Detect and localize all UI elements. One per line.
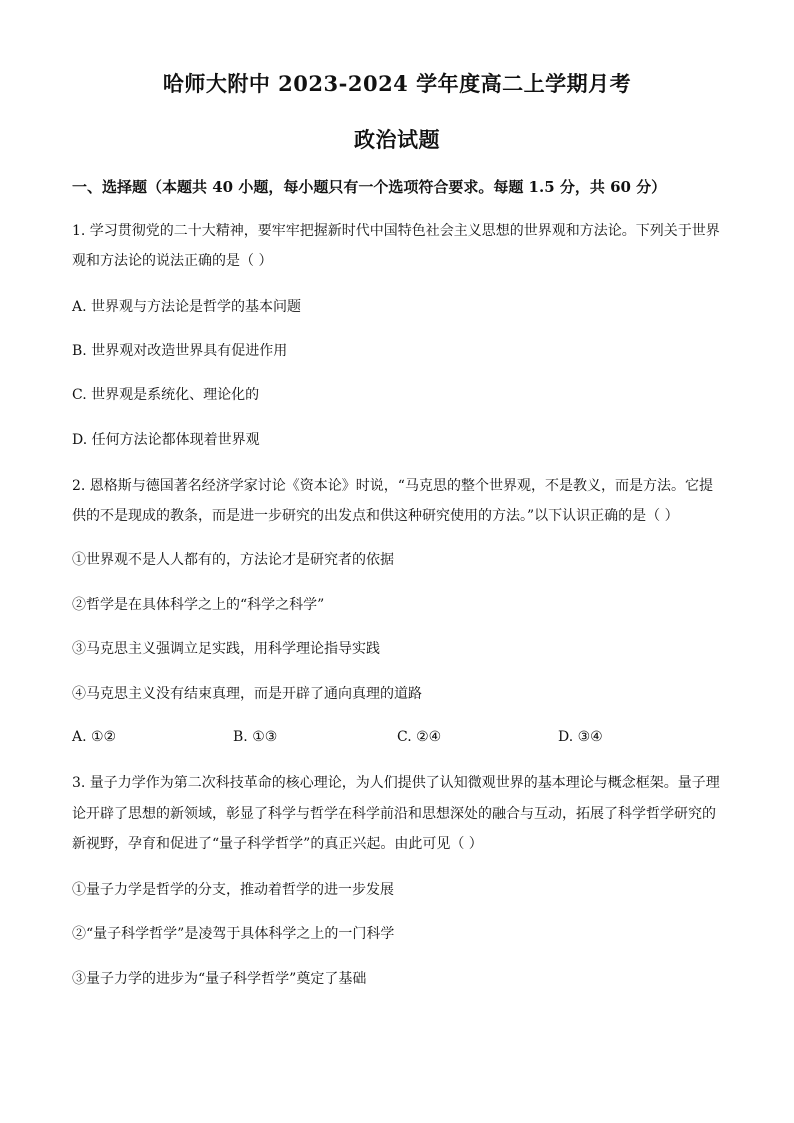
q1-stem-line-1: 1. 学习贯彻党的二十大精神，要牢牢把握新时代中国特色社会主义思想的世界观和方法论。下列关于世界 [72,223,720,239]
q2-statement-3: ③马克思主义强调立足实践，用科学理论指导实践 [72,641,380,657]
q2-stem-line-1: 2. 恩格斯与德国著名经济学家讨论《资本论》时说，“马克思的整个世界观，不是教义，而是方法。它提 [72,478,713,494]
section-heading: 一、选择题（本题共 40 小题，每小题只有一个选项符合要求。每题 1.5 分，共 60 分） [72,178,667,196]
q2-statement-2: ②哲学是在具体科学之上的“科学之科学” [72,597,325,613]
q2-statement-4: ④马克思主义没有结束真理，而是开辟了通向真理的道路 [72,686,422,702]
q2-option-b: B. ①③ [233,729,278,745]
q1-option-d: D. 任何方法论都体现着世界观 [72,432,260,448]
q1-option-c: C. 世界观是系统化、理论化的 [72,387,260,403]
q3-statement-1: ①量子力学是哲学的分支，推动着哲学的进一步发展 [72,882,394,898]
exam-title: 哈师大附中 2023-2024 学年度高二上学期月考 [162,71,632,96]
q3-stem-line-2: 论开辟了思想的新领域，彰显了科学与哲学在科学前沿和思想深处的融合与互动，拓展了科学哲学研究的 [72,806,716,822]
exam-subject: 政治试题 [354,127,440,152]
q2-statement-1: ①世界观不是人人都有的，方法论才是研究者的依据 [72,552,394,568]
q2-stem-line-2: 供的不是现成的教条，而是进一步研究的出发点和供这种研究使用的方法。”以下认识正确的是（ ） [72,508,679,524]
q3-stem-line-3: 新视野，孕育和促进了“量子科学哲学”的真正兴起。由此可见（ ） [72,836,483,852]
q2-option-c: C. ②④ [397,729,442,745]
q1-option-b: B. 世界观对改造世界具有促进作用 [72,343,288,359]
q3-statement-2: ②“量子科学哲学”是凌驾于具体科学之上的一门科学 [72,926,395,942]
q1-option-a: A. 世界观与方法论是哲学的基本问题 [72,299,302,315]
q3-stem-line-1: 3. 量子力学作为第二次科技革命的核心理论，为人们提供了认知微观世界的基本理论与概念框架。量子理 [72,775,720,791]
q2-option-d: D. ③④ [558,729,603,745]
q1-stem-line-2: 观和方法论的说法正确的是（ ） [72,253,273,269]
q3-statement-3: ③量子力学的进步为“量子科学哲学”奠定了基础 [72,971,367,987]
q2-option-a: A. ①② [72,729,117,745]
